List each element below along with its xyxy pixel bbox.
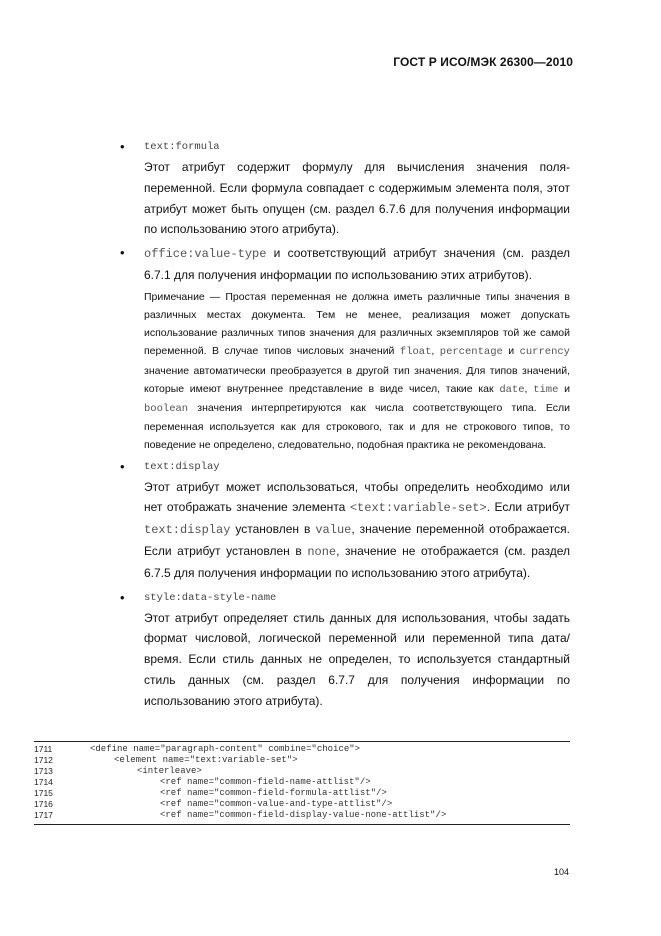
code-text: <ref name="common-field-name-attlist"/>: [160, 777, 371, 787]
document-header: ГОСТ Р ИСО/МЭК 26300—2010: [393, 55, 573, 69]
line-number: 1717: [34, 810, 53, 820]
code-line: [34, 799, 570, 810]
list-item-text-formula: [118, 137, 570, 240]
code-percentage: percentage: [439, 346, 503, 359]
code-time: time: [533, 383, 559, 396]
code-text-display: text:display: [144, 523, 231, 538]
code-currency: currency: [519, 346, 570, 359]
code-line: [34, 755, 570, 766]
line-number: 1713: [34, 766, 53, 776]
code-line: [34, 788, 570, 799]
attribute-name: office:value-type: [144, 247, 267, 262]
code-line: [34, 810, 570, 821]
attribute-description: Этот атрибут содержит формулу для вычисления значения поля-переменной. Если формула совпадает с содержимым элемента поля, этот атрибут может быть опущен (см. раздел 6.7.6 для получения информации по использованию этого атрибута).: [144, 160, 570, 237]
code-text: <ref name="common-field-formula-attlist"/>: [160, 788, 387, 798]
line-number: 1714: [34, 777, 53, 787]
code-listing: [34, 741, 570, 825]
attribute-name: text:formula: [144, 141, 220, 153]
attribute-name: style:data-style-name: [144, 591, 277, 604]
attribute-description: Этот атрибут может использоваться, чтобы определить необходимо или нет отображать значение элемента <text:variable-set>. Если атрибут text:display установлен в value, значение переменной отображается. Если атрибут установлен в none, значение не отображается (см. раздел 6.7.5 для получения информации по использованию этого атрибута).: [144, 479, 571, 580]
list-item-style-data-style-name: [118, 588, 570, 712]
code-text: <element name="text:variable-set">: [114, 755, 298, 765]
attribute-description: office:value-type и соответствующий атрибут значения (см. раздел 6.7.1 для получения информации по использованию этих атрибутов).: [144, 246, 570, 282]
bullet-icon: •: [120, 458, 125, 474]
code-text: <interleave>: [137, 766, 202, 776]
code-text: <ref name="common-field-display-value-none-attlist"/>: [160, 810, 447, 820]
code-line: [34, 744, 570, 755]
code-value: value: [315, 523, 352, 538]
line-number: 1716: [34, 799, 53, 809]
bullet-icon: •: [120, 139, 125, 154]
code-boolean: boolean: [144, 403, 189, 415]
code-text: <define name="paragraph-content" combine="choice">: [90, 744, 361, 754]
page-number: 104: [553, 867, 569, 877]
bullet-icon: •: [120, 589, 125, 605]
list-item-office-value-type: [118, 243, 570, 454]
line-number: 1711: [34, 744, 53, 754]
attribute-description: Этот атрибут определяет стиль данных для использования, чтобы задать формат числовой, логической переменной или переменной типа дата/время. Если стиль данных не определен, то используется стандартный стиль данных (см. раздел 6.7.7 для получения информации по использованию этого атрибута).: [144, 610, 570, 708]
list-item-text-display: [118, 457, 570, 584]
code-line: [34, 777, 570, 788]
line-number: 1715: [34, 788, 53, 798]
code-date: date: [499, 383, 525, 396]
line-number: 1712: [34, 755, 53, 765]
code-line: [34, 766, 570, 777]
code-float: float: [399, 346, 432, 359]
bullet-icon: •: [120, 245, 125, 261]
note: Примечание — Простая переменная не должна иметь различные типы значения в различных местах документа. Тем не менее, реализация может допускать использование различных типов значения для различных экземпляров той же самой переменной. В случае типов числовых значений float, percentage и currency значение автоматически преобразуется в другой тип значения. Для типов значений, которые имеют внутреннее представление в виде чисел, такие как date, time и boolean значения интерпретируются как числа соответствующего типа. Если переменная используется как для строкового, так и для не строкового типов, то поведение не определено, следовательно, подобная практика не рекомендована.: [144, 290, 570, 452]
attribute-list: [118, 137, 570, 712]
code-variable-set: <text:variable-set>: [349, 501, 487, 516]
code-none: none: [307, 545, 337, 559]
code-text: <ref name="common-value-and-type-attlist"/>: [160, 799, 393, 809]
attribute-name: text:display: [144, 460, 220, 473]
